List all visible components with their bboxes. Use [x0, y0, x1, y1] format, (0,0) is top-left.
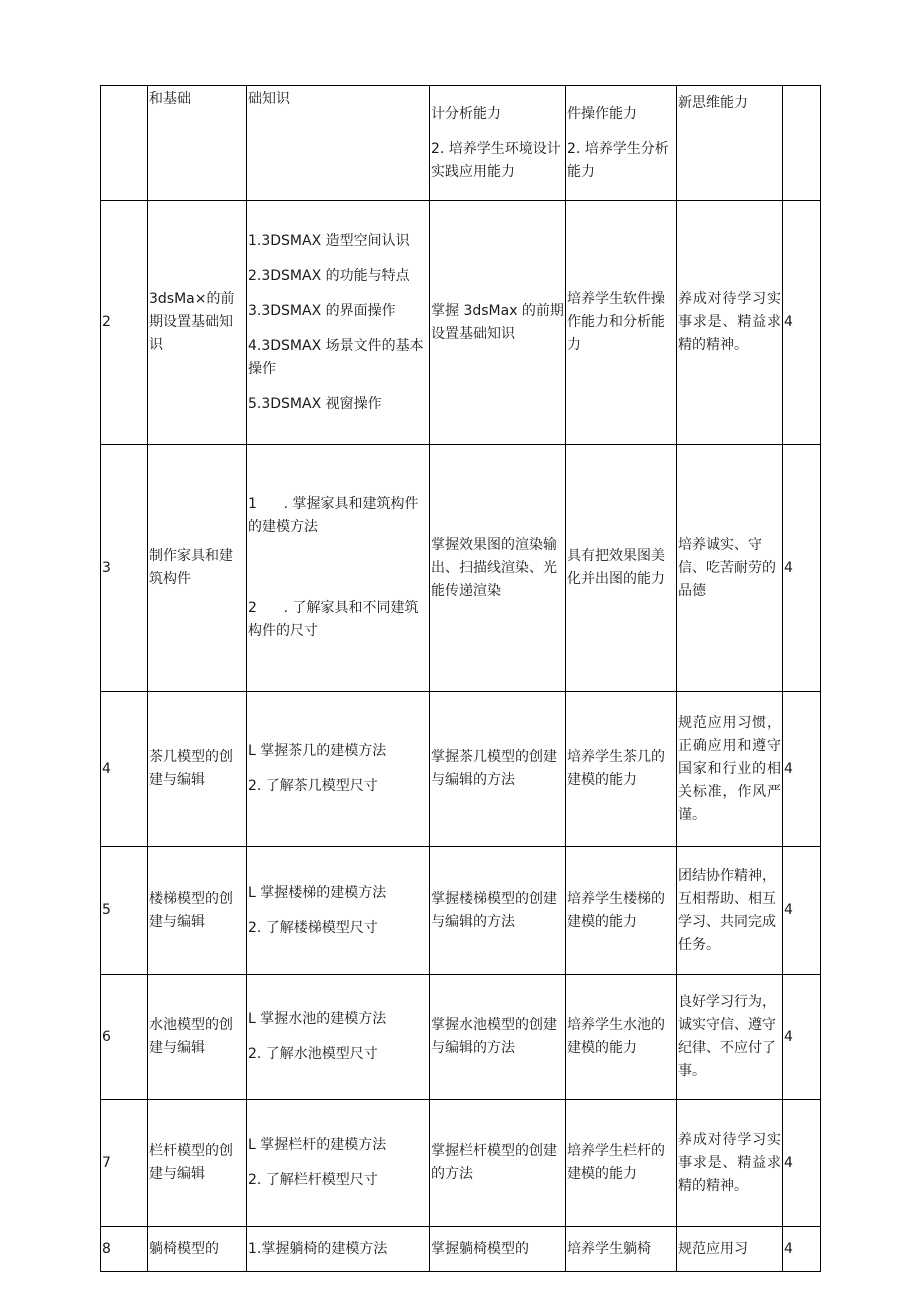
table-row: [101, 692, 821, 847]
cell-no: 4: [101, 692, 148, 847]
cell-no: 3: [101, 445, 148, 692]
cell-content: 础知识: [247, 86, 430, 201]
cell-content: L 掌握茶几的建模方法 2. 了解茶几模型尺寸: [247, 692, 430, 847]
cell-content: L 掌握楼梯的建模方法 2. 了解楼梯模型尺寸: [247, 847, 430, 975]
cell-title: 楼梯模型的创建与编辑: [148, 847, 247, 975]
table-row: [101, 86, 821, 201]
cell-content: L 掌握栏杆的建模方法 2. 了解栏杆模型尺寸: [247, 1100, 430, 1227]
cell-no: 8: [101, 1227, 148, 1272]
cell-skill: 具有把效果图美化并出图的能力: [566, 445, 677, 692]
cell-title: 3dsMa×的前期设置基础知识: [148, 201, 247, 445]
cell-content: 1.掌握躺椅的建模方法: [247, 1227, 430, 1272]
cell-hours: 4: [783, 201, 821, 445]
cell-values: 新思维能力: [677, 86, 783, 201]
cell-title: 和基础: [148, 86, 247, 201]
cell-hours: 4: [783, 692, 821, 847]
cell-knowledge: 掌握效果图的渲染输出、扫描线渲染、光能传递渲染: [430, 445, 566, 692]
cell-skill: 件操作能力 2. 培养学生分析能力: [566, 86, 677, 201]
cell-values: 规范应用习惯，正确应用和遵守国家和行业的相关标准，作风严谨。: [677, 692, 783, 847]
cell-content: L 掌握水池的建模方法 2. 了解水池模型尺寸: [247, 975, 430, 1100]
cell-content: 1 . 掌握家具和建筑构件的建模方法 2 . 了解家具和不同建筑构件的尺寸: [247, 445, 430, 692]
cell-hours: [783, 86, 821, 201]
cell-values: 团结协作精神，互相帮助、相互学习、共同完成任务。: [677, 847, 783, 975]
cell-hours: 4: [783, 1227, 821, 1272]
table-row: [101, 1227, 821, 1272]
cell-knowledge: 掌握茶几模型的创建与编辑的方法: [430, 692, 566, 847]
cell-hours: 4: [783, 847, 821, 975]
cell-skill: 培养学生茶几的建模的能力: [566, 692, 677, 847]
cell-skill: 培养学生软件操作能力和分析能力: [566, 201, 677, 445]
cell-no: [101, 86, 148, 201]
cell-knowledge: 计分析能力 2. 培养学生环境设计实践应用能力: [430, 86, 566, 201]
cell-skill: 培养学生躺椅: [566, 1227, 677, 1272]
cell-knowledge: 掌握楼梯模型的创建与编辑的方法: [430, 847, 566, 975]
cell-title: 栏杆模型的创建与编辑: [148, 1100, 247, 1227]
table-row: [101, 1100, 821, 1227]
cell-skill: 培养学生栏杆的建模的能力: [566, 1100, 677, 1227]
cell-no: 5: [101, 847, 148, 975]
cell-no: 2: [101, 201, 148, 445]
cell-knowledge: 掌握栏杆模型的创建的方法: [430, 1100, 566, 1227]
cell-title: 茶几模型的创建与编辑: [148, 692, 247, 847]
cell-skill: 培养学生水池的建模的能力: [566, 975, 677, 1100]
cell-values: 良好学习行为，诚实守信、遵守纪律、不应付了事。: [677, 975, 783, 1100]
cell-no: 7: [101, 1100, 148, 1227]
cell-no: 6: [101, 975, 148, 1100]
cell-values: 规范应用习: [677, 1227, 783, 1272]
table-row: [101, 445, 821, 692]
cell-title: 水池模型的创建与编辑: [148, 975, 247, 1100]
cell-hours: 4: [783, 1100, 821, 1227]
cell-content: 1.3DSMAX 造型空间认识 2.3DSMAX 的功能与特点 3.3DSMAX 的界面操作 4.3DSMAX 场景文件的基本操作 5.3DSMAX 视窗操作: [247, 201, 430, 445]
cell-skill: 培养学生楼梯的建模的能力: [566, 847, 677, 975]
cell-knowledge: 掌握 3dsMax 的前期设置基础知识: [430, 201, 566, 445]
table-row: [101, 975, 821, 1100]
cell-title: 躺椅模型的: [148, 1227, 247, 1272]
cell-title: 制作家具和建筑构件: [148, 445, 247, 692]
cell-values: 养成对待学习实事求是、精益求精的精神。: [677, 201, 783, 445]
cell-hours: 4: [783, 445, 821, 692]
cell-knowledge: 掌握躺椅模型的: [430, 1227, 566, 1272]
cell-knowledge: 掌握水池模型的创建与编辑的方法: [430, 975, 566, 1100]
table-row: [101, 847, 821, 975]
cell-values: 养成对待学习实事求是、精益求精的精神。: [677, 1100, 783, 1227]
table-row: [101, 201, 821, 445]
cell-hours: 4: [783, 975, 821, 1100]
cell-values: 培养诚实、守信、吃苦耐劳的品德: [677, 445, 783, 692]
course-table: [100, 85, 821, 1272]
